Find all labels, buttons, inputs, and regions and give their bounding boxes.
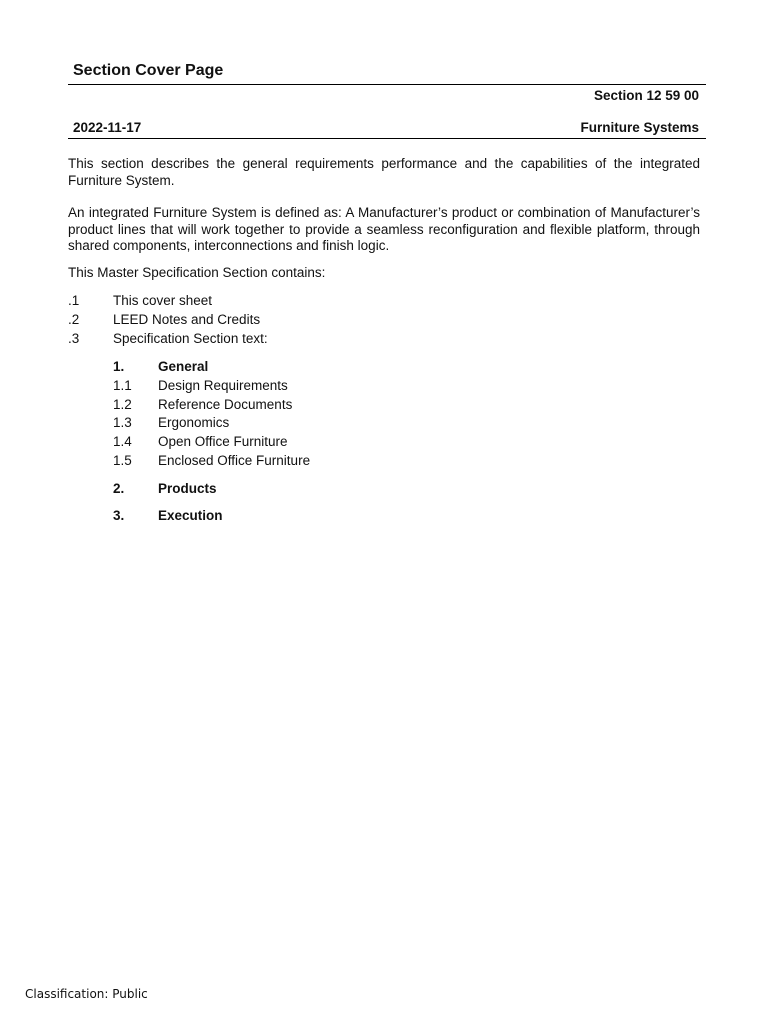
contents-item-label: Specification Section text: [113, 331, 268, 346]
contents-item-number: .2 [68, 312, 80, 327]
header-divider-bottom [68, 138, 706, 139]
part-label: General [158, 359, 209, 374]
contents-item-label: This cover sheet [113, 293, 213, 308]
contents-item-label: LEED Notes and Credits [113, 312, 261, 327]
article-number: 1.4 [113, 434, 132, 449]
classification-label: Classification: Public [25, 987, 148, 1001]
definition-paragraph: An integrated Furniture System is defined as: A Manufacturer’s product or combination of Manufacturer’s product lines that will work together to provide a seamless reconfiguration and flexible platform, through shared components, interconnections and finish logic. [68, 205, 700, 253]
part-number: 3. [113, 508, 125, 523]
section-number: Section 12 59 00 [593, 88, 699, 103]
intro-paragraph: This section describes the general requirements performance and the capabilities of the integrated Furniture System. [68, 156, 700, 188]
header-divider-top [68, 84, 706, 85]
page-title: Section Cover Page [73, 62, 224, 79]
contents-item-number: .1 [68, 293, 80, 308]
article-number: 1.2 [113, 397, 132, 412]
article-label: Reference Documents [158, 397, 293, 412]
article-label: Design Requirements [158, 378, 288, 393]
part-label: Products [158, 481, 217, 496]
article-number: 1.3 [113, 415, 132, 430]
article-label: Open Office Furniture [158, 434, 288, 449]
part-number: 2. [113, 481, 125, 496]
article-label: Enclosed Office Furniture [158, 453, 311, 468]
part-number: 1. [113, 359, 125, 374]
article-number: 1.5 [113, 453, 132, 468]
article-label: Ergonomics [158, 415, 230, 430]
section-name: Furniture Systems [580, 120, 699, 135]
article-number: 1.1 [113, 378, 132, 393]
part-label: Execution [158, 508, 223, 523]
contents-item-number: .3 [68, 331, 80, 346]
contents-intro-paragraph: This Master Specification Section contains: [68, 265, 326, 280]
document-date: 2022-11-17 [73, 120, 142, 135]
